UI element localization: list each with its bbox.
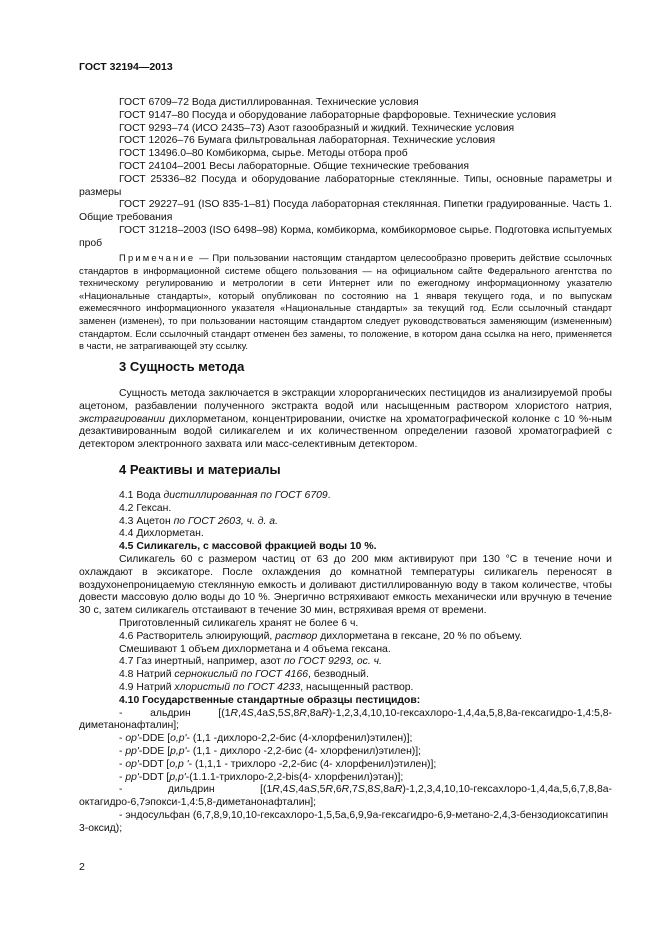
paragraph [79,733,612,746]
text-run: -DDE [ [138,745,171,757]
text-run: R [230,707,239,719]
text-run: S [246,707,254,719]
text-run: Сущность метода заключается в экстракции хлорорганических пестицидов из анализируемой пробы ацетоном, разбавлении полученного экстракта водой или насыщенным раствором хлористого натрия, [79,388,612,412]
text-run: 4.2 Гексан. [119,502,172,514]
text-run: ГОСТ 9293–74 (ИСО 2435–73) Азот газообразный и жидкий. Технические условия [119,122,515,134]
text-run: ,4a [253,707,269,719]
text-run: S [283,707,291,719]
text-run: , безводный. [308,669,369,681]
text-run: ГОСТ 31218–2003 (ISO 6498–98) Корма, комбикорма, комбикормовое сырье. Подготовка испытуемых проб [79,224,612,249]
paragraph [79,682,612,695]
text-run: по ГОСТ 2603, ч. д. а. [173,515,278,527]
text-run: ГОСТ 6709–72 Вода дистиллированная. Технические условия [119,97,419,108]
paragraph [79,656,612,669]
note [79,252,612,353]
text-run: дистиллированная по ГОСТ 6709 [163,490,328,501]
paragraph [79,618,612,631]
text-run: . [327,490,331,501]
text-run: ,5 [275,707,284,719]
text-run: )-1,2,3,4,10,10-гексахлоро-1,4,4a,5,6,7,8,8a-октагидро-6,7эпокси-1,4:5,8-диметанонафталин]; [79,784,612,809]
text-run: R [272,784,280,796]
paragraph [79,810,612,836]
paragraph [79,528,612,541]
text-run: R [299,707,307,719]
text-run: ,5 [316,784,326,796]
paragraph [79,123,612,136]
text-run: -DDE [ [138,733,171,745]
paragraph [79,644,612,657]
section-4-title: 4 Реактивы и материалы [119,462,281,477]
text-run: дихлорметана в гексане, 20 % по объему. [317,630,522,642]
paragraph [79,135,612,148]
text-run: 4.9 Натрий [119,681,175,693]
text-run: ГОСТ 12026–76 Бумага фильтровальная лабораторная. Технические условия [119,135,496,147]
text-run: 4.1 Вода [119,490,164,501]
paragraph [79,199,612,225]
text-run: -DDT [ [138,758,170,770]
text-run: R [394,784,403,796]
text-run: R [321,707,329,719]
paragraph [79,110,612,123]
text-run: -DDT [ [138,771,170,783]
paragraph [79,784,612,810]
text-run: раствор [275,630,318,642]
page-number: 2 [79,861,85,873]
text-run: R [341,784,350,796]
text-run: o,p' [170,733,187,745]
paragraph [79,695,612,708]
text-run: - [119,758,126,770]
paragraph [79,161,612,174]
text-run: , насыщенный раствор. [300,681,414,693]
text-run: Силикагель 60 с размером частиц от 63 до 200 мкм активируют при 130 °С в течение ночи и охлаждают в эксикаторе. После охлаждения до комнатной температуры силикагель переносят в воздухонепроницаемую стеклянную емкость и доливают дистиллированную воду в таком количестве, чтобы довести массовую долю воды до 10 %. Энергично встряхивают емкость механически или вручную в течение 30 с, затем силикагель отстаивают в течение 30 мин, встряхивая время от времени. [79,553,612,617]
text-run: ,8 [364,784,374,796]
text-run: p,p' [170,745,187,757]
paragraph [79,669,612,682]
text-run: ГОСТ 13496.0–80 Комбикорма, сырье. Методы отбора проб [119,148,408,160]
text-run: - (1,1 - дихлоро -2,2-бис (4- хлорфенил)этилен)]; [186,745,422,757]
text-run: o,p ' [169,758,189,770]
text-run: ГОСТ 25336–82 Посуда и оборудование лабораторные стеклянные. Типы, основные параметры и размеры [79,173,612,198]
text-run: - дильдрин [(1 [119,784,273,796]
section-4-body [79,490,612,836]
text-run: - (1,1,1 - трихлоро -2,2-бис (4- хлорфенил)этилен)]; [188,758,437,770]
text-run: - эндосульфан (6,7,8,9,10,10-гексахлоро-1,5,5a,6,9,9a-гексагидро-6,9-метано-2,4,3-бензодиоксатипин 3-оксид); [79,809,609,834]
text-run: pp' [125,771,139,783]
text-run: 4.10 Государственные стандартные образцы пестицидов: [119,694,421,706]
document-header: ГОСТ 32194—2013 [79,61,173,73]
text-run: ,8a [380,784,395,796]
text-run: )-1,2,3,4,10,10-гексахлоро-1,4,4a,5,8,8a-гексагидро-1,4:5,8-диметанонафталин]; [79,707,612,732]
text-run: ,4a [295,784,310,796]
text-run: ГОСТ 9147–80 Посуда и оборудование лабораторные фарфоровые. Технические условия [119,109,556,121]
text-run: - (1,1 -дихлоро-2,2-бис (4-хлорфенил)этилен)]; [186,733,413,745]
text-run: ,6 [332,784,342,796]
section-3-body [79,388,612,452]
paragraph [79,772,612,785]
text-run: op' [125,758,139,770]
text-run: 4.7 Газ инертный, например, азот [119,656,284,668]
paragraph [79,252,612,353]
text-run: ,4 [238,707,247,719]
paragraph [79,759,612,772]
text-run: - [119,733,126,745]
text-run: - [119,771,126,783]
paragraph [79,148,612,161]
text-run: — При пользовании настоящим стандартом целесообразно проверить действие ссылочных стандартов в информационной системе общего пользования — на официальном сайте Федерального агентства по техническому регулированию и метрологии в сети Интернет или по ежегодному информационному указателю «Национальные стандарты», который опубликован по состоянию на 1 января текущего года, и по выпускам ежемесячного информационного указателя «Национальные стандарты» за текущий год. Если ссылочный стандарт заменен (изменен), то при пользовании настоящим стандартом следует руководствоваться заменяющим (измененным) стандартом. Если ссылочный стандарт отменен без замены, то положение, в котором дана ссылка на него, применяется в части, не затрагивающей эту ссылку. [79,252,612,352]
text-run: ,7 [349,784,358,796]
text-run: 4.3 Ацетон [119,515,174,527]
text-run: p,p' [169,771,186,783]
paragraph [79,631,612,644]
text-run: сернокислый по ГОСТ 4166 [174,669,309,681]
text-run: -(1.1.1-трихлоро-2,2-bis(4- хлорфенил)этан)]; [185,771,404,783]
text-run: S [357,784,365,796]
section-3 [79,359,612,452]
text-run: ,8a [306,707,322,719]
paragraph [79,388,612,452]
text-run: ГОСТ 24104–2001 Весы лабораторные. Общие технические требования [119,160,469,172]
text-run: хлористый по ГОСТ 4233 [174,681,301,693]
text-run: 4.4 Дихлорметан. [119,528,204,540]
text-run: 4.6 Растворитель элюирующий, [119,630,276,642]
paragraph [79,554,612,618]
paragraph [79,516,612,529]
text-run: - альдрин [(1 [119,707,231,719]
normative-references [79,97,612,251]
paragraph [79,541,612,554]
text-run: ГОСТ 29227–91 (ISO 835-1–81) Посуда лабораторная стеклянная. Пипетки градуированные. Часть 1. Общие требования [79,199,612,224]
text-run: op' [125,733,139,745]
paragraph [79,746,612,759]
section-4 [79,462,612,836]
paragraph [79,490,612,503]
text-run: дихлорметаном, концентрировании, очистке на хроматографической колонке с 10 %-ным дезактивированным водой силикагелем и их количественном определении газовой хроматографией с детектором электронного захвата или масс-селективным детектором. [79,413,612,451]
paragraph [79,503,612,516]
paragraph [79,97,612,110]
text-run: Приготовленный силикагель хранят не более 6 ч. [119,617,359,629]
text-run: pp' [125,745,139,757]
text-run: по ГОСТ 9293, ос. ч. [283,656,382,668]
text-run: Примечание [119,252,196,263]
text-run: 4.8 Натрий [119,669,175,681]
text-run: S [373,784,381,796]
text-run: Смешивают 1 объем дихлорметана и 4 объема гексана. [119,643,391,655]
paragraph [79,225,612,251]
text-run: S [309,784,317,796]
text-run: - [119,745,126,757]
text-run: ,8 [290,707,300,719]
text-run: экстрагировании [79,413,165,425]
section-3-title: 3 Сущность метода [119,359,245,374]
text-run: R [325,784,333,796]
paragraph [79,708,612,734]
text-run: 4.5 Силикагель, с массовой фракцией воды 10 %. [119,541,377,553]
text-run: S [288,784,296,796]
paragraph [79,174,612,200]
text-run: S [268,707,276,719]
text-run: ,4 [279,784,289,796]
